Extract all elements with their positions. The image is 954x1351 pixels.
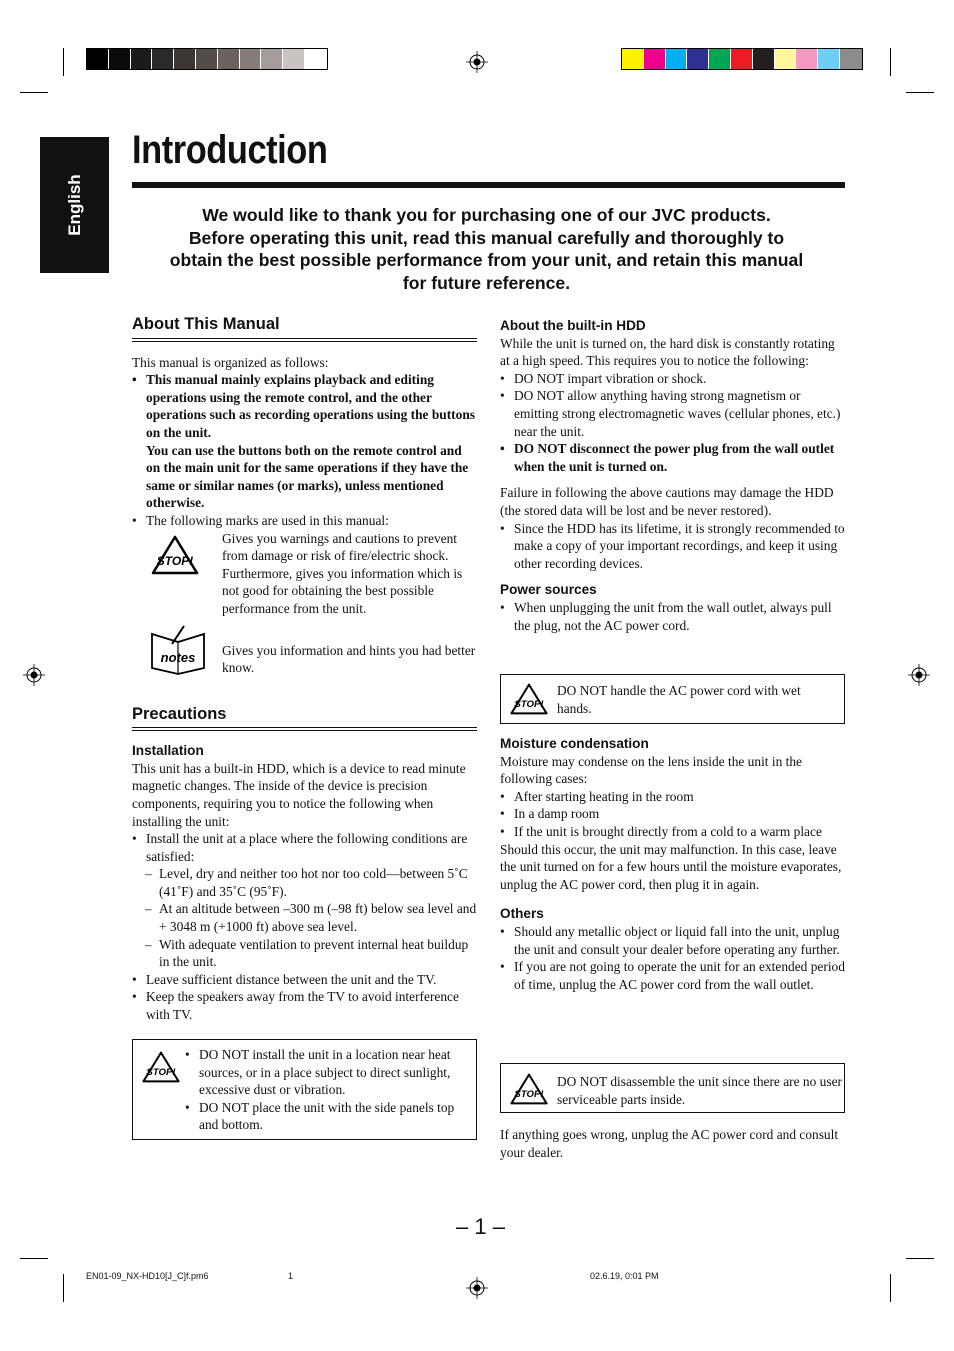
color-swatch — [109, 49, 131, 69]
crop-mark — [20, 92, 48, 93]
color-swatch — [261, 49, 283, 69]
right-column-lower — [500, 735, 846, 993]
power-warning-text: DO NOT handle the AC power cord with wet hands. — [557, 683, 801, 716]
list-item: • In a damp room — [500, 805, 846, 823]
color-swatch — [818, 49, 840, 69]
color-swatch — [753, 49, 775, 69]
footer-page: 1 — [288, 1271, 294, 1281]
list-item: – Level, dry and neither too hot nor too cold—between 5˚C (41˚F) and 35˚C (95˚F). — [132, 865, 477, 900]
subheading-others: Others — [500, 906, 544, 922]
installation-warning-list — [185, 1046, 465, 1134]
stop-warning-icon — [509, 1072, 549, 1106]
moisture-body: Moisture may condense on the lens inside the unit in the following cases: — [500, 753, 802, 787]
stop-warning-icon — [141, 1050, 181, 1084]
svg-text:STOP!: STOP! — [514, 1089, 544, 1100]
bold-bullet-text: • This manual mainly explains playback and editing operations using the remote control, and the other operations such as recording operations using the buttons on the unit. — [146, 372, 475, 440]
subheading-hdd: About the built-in HDD — [500, 318, 646, 333]
list-item: • DO NOT impart vibration or shock. — [500, 370, 846, 388]
color-swatch — [152, 49, 174, 69]
list-item: – With adequate ventilation to prevent internal heat buildup in the unit. — [132, 936, 477, 971]
crop-mark — [890, 48, 891, 76]
color-swatch — [709, 49, 731, 69]
list-item: • Leave sufficient distance between the unit and the TV. — [132, 971, 477, 989]
hdd-list — [500, 370, 846, 476]
list-item: • The following marks are used in this manual: — [132, 512, 477, 530]
list-item: • When unplugging the unit from the wall outlet, always pull the plug, not the AC power cord. — [500, 599, 846, 634]
list-item: • DO NOT disconnect the power plug from the wall outlet when the unit is turned on. — [500, 440, 846, 475]
section-rule — [132, 727, 477, 731]
intro-paragraph — [135, 204, 838, 294]
svg-text:notes: notes — [160, 649, 196, 665]
power-warning-box — [500, 674, 845, 724]
svg-text:STOP!: STOP! — [156, 553, 194, 568]
list-item: • DO NOT place the unit with the side panels top and bottom. — [185, 1099, 465, 1134]
page-title: Introduction — [132, 128, 328, 172]
installation-warning-box — [132, 1039, 477, 1140]
registration-mark-icon — [908, 664, 930, 686]
color-swatch — [775, 49, 797, 69]
color-swatch — [644, 49, 666, 69]
notes-mark-explanation — [132, 624, 477, 680]
closing-note: If anything goes wrong, unplug the AC power cord and consult your dealer. — [500, 1127, 839, 1160]
section-rule — [132, 338, 477, 342]
others-warning-box — [500, 1063, 845, 1113]
language-side-tab — [40, 137, 109, 273]
footer-filename: EN01-09_NX-HD10[J_C]f.pm6 — [86, 1271, 209, 1281]
grayscale-color-bar — [86, 48, 328, 70]
color-swatch — [283, 49, 305, 69]
subheading-moisture: Moisture condensation — [500, 736, 649, 751]
power-list — [500, 599, 846, 634]
crop-mark — [906, 1258, 934, 1259]
page-number: – 1 – — [456, 1214, 505, 1239]
color-swatch — [196, 49, 218, 69]
stop-warning-icon — [150, 534, 200, 576]
list-item: • If the unit is brought directly from a cold to a warm place — [500, 823, 846, 841]
hdd-body: While the unit is turned on, the hard disk is constantly rotating at a high speed. This requires you to notice the following: — [500, 335, 835, 369]
registration-mark-icon — [466, 1277, 488, 1299]
crop-mark — [890, 1274, 891, 1302]
list-item — [132, 371, 477, 512]
color-swatch — [622, 49, 644, 69]
color-swatch — [174, 49, 196, 69]
color-swatch — [796, 49, 818, 69]
intro-line: for future reference. — [402, 272, 571, 293]
registration-mark-icon — [23, 664, 45, 686]
stop-warning-icon — [509, 682, 549, 716]
color-swatch — [87, 49, 109, 69]
section-heading-about-manual: About This Manual — [132, 315, 280, 333]
svg-text:STOP!: STOP! — [146, 1067, 176, 1078]
footer-date: 02.6.19, 0:01 PM — [590, 1271, 659, 1281]
section-heading-precautions: Precautions — [132, 704, 227, 723]
title-rule — [132, 182, 845, 188]
stop-mark-text: Gives you warnings and cautions to prevent from damage or risk of fire/electric shock. Furthermore, gives you information which is not good for obtaining the best possible performance from the unit. — [222, 530, 463, 616]
crop-mark — [63, 1274, 64, 1302]
list-item: • If you are not going to operate the unit for an extended period of time, unplug the AC power cord from the wall outlet. — [500, 958, 846, 993]
color-swatch — [218, 49, 240, 69]
moisture-list — [500, 788, 846, 841]
intro-line: Before operating this unit, read this manual carefully and thoroughly to — [188, 227, 785, 248]
crop-mark — [20, 1258, 48, 1259]
about-manual-lead: This manual is organized as follows: — [132, 354, 329, 370]
registration-mark-icon — [466, 51, 488, 73]
notes-book-icon — [148, 624, 208, 676]
color-swatch — [305, 49, 327, 69]
subheading-installation: Installation — [132, 743, 204, 759]
installation-body: This unit has a built-in HDD, which is a device to read minute magnetic changes. The inside of the device is precision components, requiring you to notice the following when installing the unit: — [132, 760, 466, 829]
language-label: English — [64, 174, 84, 236]
color-swatch — [840, 49, 862, 69]
hdd-failure-note: Failure in following the above cautions may damage the HDD (the stored data will be lost and be never restored). — [500, 485, 834, 518]
stop-mark-explanation — [132, 530, 477, 620]
left-column — [132, 316, 477, 1024]
list-item: • After starting heating in the room — [500, 788, 846, 806]
list-item: • Keep the speakers away from the TV to avoid interference with TV. — [132, 988, 477, 1023]
color-swatch — [731, 49, 753, 69]
color-swatch — [666, 49, 688, 69]
list-item: • Should any metallic object or liquid fall into the unit, unplug the unit and consult your dealer before operating any further. — [500, 923, 846, 958]
notes-mark-text: Gives you information and hints you had better know. — [222, 642, 476, 676]
list-item: • DO NOT install the unit in a location near heat sources, or in a place subject to direct sunlight, excessive dust or vibration. — [185, 1046, 465, 1099]
bold-bullet-text: You can use the buttons both on the remote control and on the main unit for the same operations if they have the same or similar names (or marks), unless mentioned otherwise. — [146, 442, 469, 511]
intro-line: obtain the best possible performance from your unit, and retain this manual — [169, 250, 804, 270]
crop-mark — [906, 92, 934, 93]
list-item: • Since the HDD has its lifetime, it is strongly recommended to make a copy of your important recordings, and keep it using other recording devices. — [500, 520, 846, 573]
process-color-bar — [621, 48, 863, 70]
right-column — [500, 317, 846, 634]
subheading-power: Power sources — [500, 582, 597, 598]
hdd-list-2 — [500, 520, 846, 573]
about-manual-list — [132, 371, 477, 529]
list-item: – At an altitude between –300 m (–98 ft) below sea level and + 3048 m (+1000 ft) above sea level. — [132, 900, 477, 935]
color-swatch — [687, 49, 709, 69]
intro-line: We would like to thank you for purchasing one of our JVC products. — [202, 205, 771, 225]
svg-text:STOP!: STOP! — [514, 699, 544, 710]
list-item: • DO NOT allow anything having strong magnetism or emitting strong electromagnetic waves (cellular phones, etc.) near the unit. — [500, 387, 846, 440]
installation-list — [132, 830, 477, 1024]
color-swatch — [240, 49, 262, 69]
crop-mark — [63, 48, 64, 76]
list-item: • Install the unit at a place where the following conditions are satisfied: — [132, 830, 477, 865]
others-warning-text: DO NOT disassemble the unit since there are no user serviceable parts inside. — [557, 1074, 842, 1107]
moisture-after: Should this occur, the unit may malfunction. In this case, leave the unit turned on for a few hours until the moisture evaporates, unplug the AC power cord, then plug it in again. — [500, 841, 842, 892]
color-swatch — [131, 49, 153, 69]
others-list — [500, 923, 846, 993]
